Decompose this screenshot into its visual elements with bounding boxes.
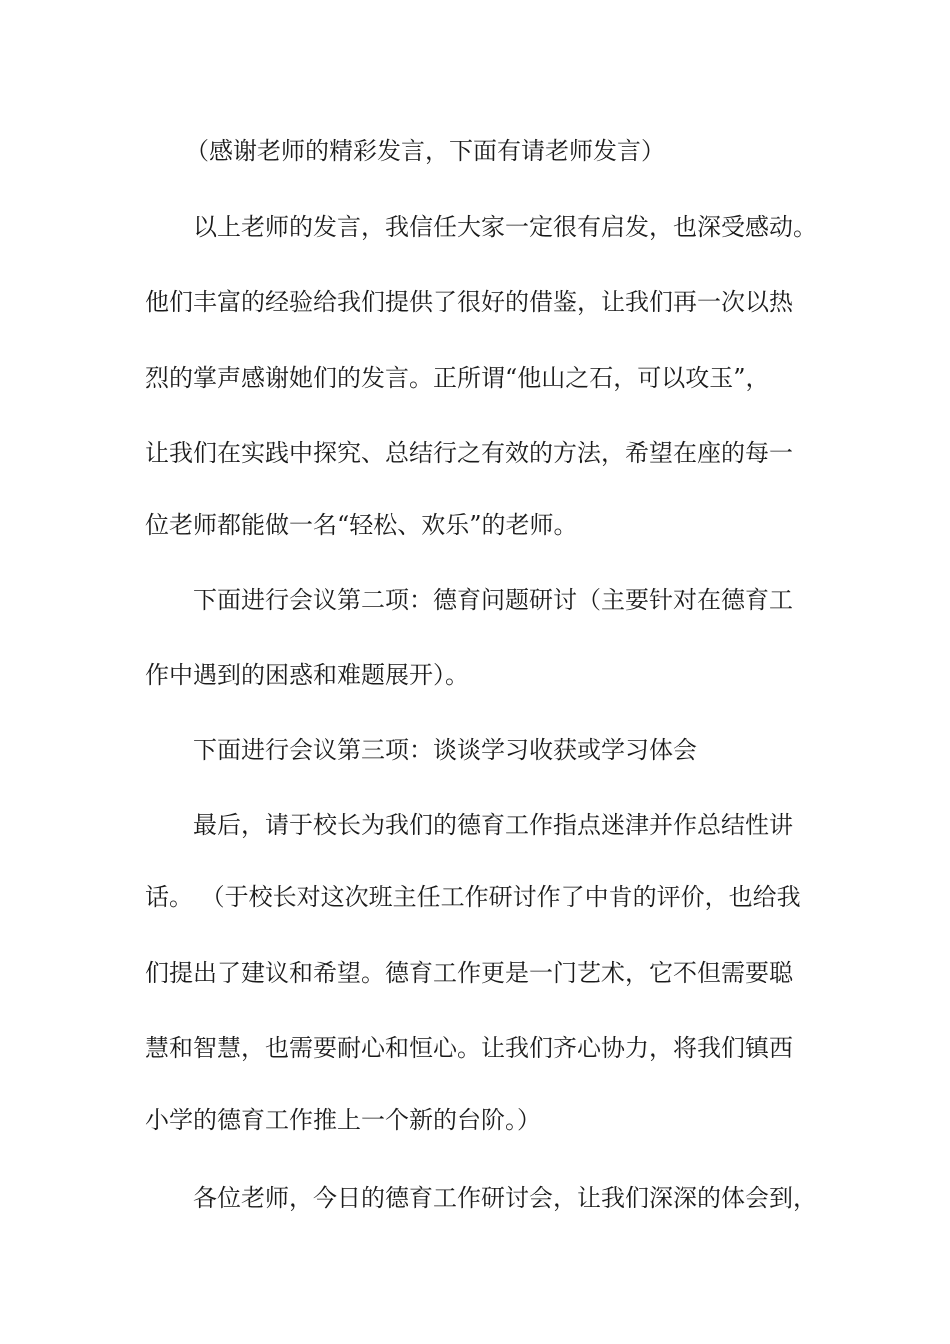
text-line: 下面进行会议第三项：谈谈学习收获或学习体会 xyxy=(193,736,697,764)
text-line: 位老师都能做一名“轻松、欢乐”的老师。 xyxy=(145,511,578,539)
text-line: 小学的德育工作推上一个新的台阶。） xyxy=(145,1106,541,1134)
text-line: 他们丰富的经验给我们提供了很好的借鉴，让我们再一次以热 xyxy=(145,288,793,316)
text-line: 们提出了建议和希望。德育工作更是一门艺术，它不但需要聪 xyxy=(145,959,793,987)
text-line: 各位老师，今日的德育工作研讨会，让我们深深的体会到， xyxy=(193,1184,817,1212)
text-line: 烈的掌声感谢她们的发言。正所谓“他山之石，可以攻玉”， xyxy=(145,364,770,392)
text-line: 作中遇到的困惑和难题展开）。 xyxy=(145,661,469,689)
text-line: 以上老师的发言，我信任大家一定很有启发，也深受感动。 xyxy=(193,213,817,241)
text-line: （感谢老师的精彩发言，下面有请老师发言） xyxy=(185,137,665,165)
text-line: 下面进行会议第二项：德育问题研讨（主要针对在德育工 xyxy=(193,586,793,614)
text-line: 让我们在实践中探究、总结行之有效的方法，希望在座的每一 xyxy=(145,439,793,467)
text-line: 话。 （于校长对这次班主任工作研讨作了中肯的评价，也给我 xyxy=(145,883,801,911)
text-line: 最后，请于校长为我们的德育工作指点迷津并作总结性讲 xyxy=(193,811,793,839)
text-line: 慧和智慧，也需要耐心和恒心。让我们齐心协力，将我们镇西 xyxy=(145,1034,793,1062)
